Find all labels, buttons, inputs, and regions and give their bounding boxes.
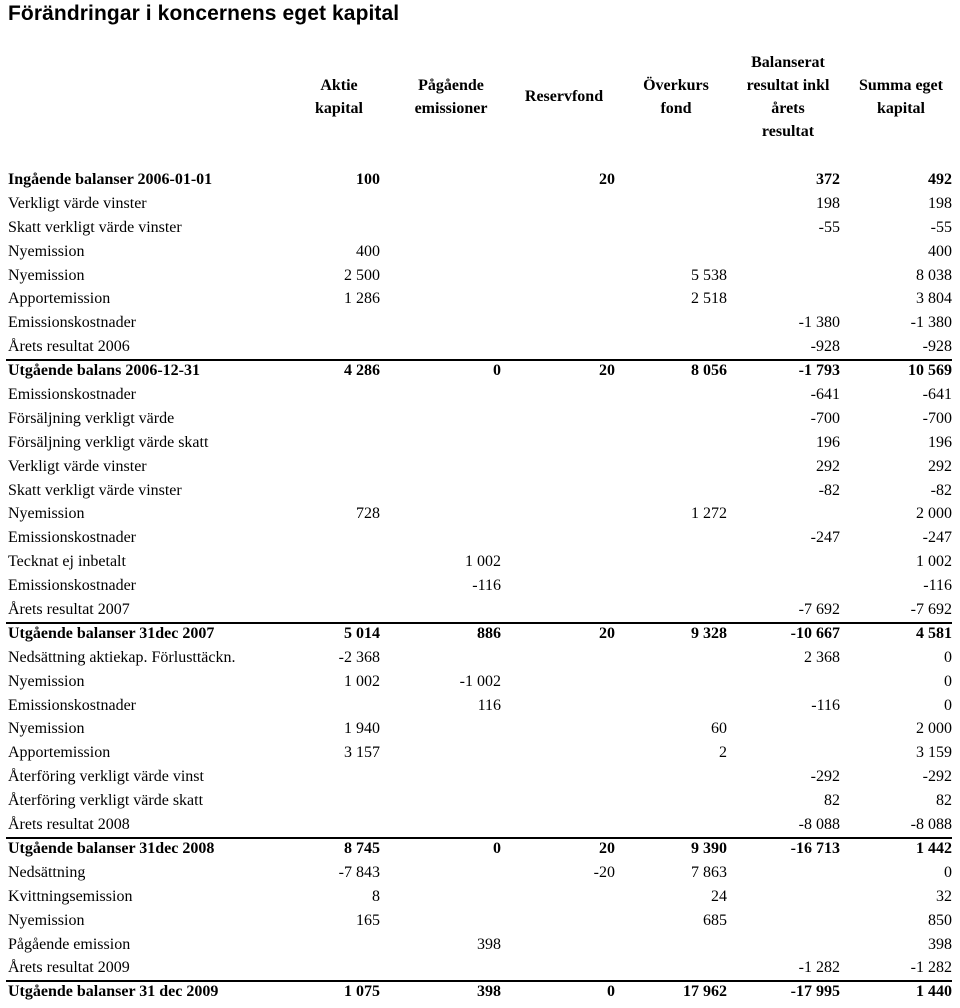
row-value: -247 — [922, 529, 952, 547]
row-value: 9 328 — [691, 624, 727, 642]
row-value: 0 — [944, 696, 952, 714]
row-value: -8 088 — [798, 816, 840, 834]
row-value: -55 — [930, 218, 952, 236]
row-value: -82 — [930, 481, 952, 499]
row-value: 0 — [944, 863, 952, 881]
table-row — [0, 526, 960, 550]
row-value: -7 692 — [798, 601, 840, 619]
row-value: 0 — [493, 362, 501, 380]
row-value: -7 843 — [338, 863, 380, 881]
row-label: Emissionskostnader — [8, 696, 136, 714]
table-row — [0, 287, 960, 311]
table-row — [0, 574, 960, 598]
row-value: -641 — [810, 386, 840, 404]
row-value: -55 — [818, 218, 840, 236]
row-value: 400 — [928, 242, 952, 260]
row-label: Kvittningsemission — [8, 887, 133, 905]
row-value: 1 286 — [344, 290, 380, 308]
row-label: Emissionskostnader — [8, 386, 136, 404]
row-value: 8 745 — [344, 839, 380, 857]
row-value: 82 — [936, 792, 952, 810]
table-row — [0, 789, 960, 813]
row-value: -10 667 — [790, 624, 840, 642]
table-row — [0, 479, 960, 503]
table-row — [0, 431, 960, 455]
row-value: 372 — [816, 171, 840, 188]
row-label: Tecknat ej inbetalt — [8, 553, 126, 571]
row-value: 100 — [356, 171, 380, 188]
row-value: 2 000 — [916, 720, 952, 738]
row-value: 196 — [816, 433, 840, 451]
row-value: -8 088 — [910, 816, 952, 834]
row-label: Nyemission — [8, 672, 85, 690]
row-value: 60 — [711, 720, 727, 738]
table-row — [0, 933, 960, 957]
row-value: 492 — [928, 171, 952, 188]
row-value: 400 — [356, 242, 380, 260]
row-value: 20 — [599, 624, 615, 642]
row-label: Emissionskostnader — [8, 577, 136, 595]
row-value: 7 863 — [691, 863, 727, 881]
row-label: Nyemission — [8, 242, 85, 260]
row-value: 0 — [944, 648, 952, 666]
row-value: -1 380 — [798, 314, 840, 332]
row-label: Nyemission — [8, 911, 85, 929]
row-value: 292 — [928, 457, 952, 475]
row-value: 2 368 — [804, 648, 840, 666]
row-label: Årets resultat 2009 — [8, 959, 130, 977]
row-label: Årets resultat 2007 — [8, 601, 130, 619]
row-value: 292 — [816, 457, 840, 475]
row-label: Återföring verkligt värde skatt — [8, 792, 204, 810]
table-row — [0, 550, 960, 574]
row-value: -700 — [922, 409, 952, 427]
table-row — [0, 502, 960, 526]
row-label: Verkligt värde vinster — [8, 457, 147, 475]
row-label: Skatt verkligt värde vinster — [8, 481, 182, 499]
row-value: 2 000 — [916, 505, 952, 523]
row-value: -16 713 — [790, 839, 840, 857]
row-value: 1 002 — [916, 553, 952, 571]
row-value: 198 — [816, 194, 840, 212]
table-row — [0, 216, 960, 240]
row-label: Pågående emission — [8, 935, 131, 953]
row-value: -1 380 — [910, 314, 952, 332]
table-row — [0, 694, 960, 718]
page-title: Förändringar i koncernens eget kapital — [8, 2, 400, 25]
row-label: Utgående balans 2006-12-31 — [8, 362, 201, 380]
row-value: -1 282 — [798, 959, 840, 977]
row-label: Utgående balanser 31dec 2008 — [8, 839, 215, 857]
row-label: Försäljning verkligt värde — [8, 409, 175, 427]
table-row — [0, 837, 960, 861]
row-value: 4 286 — [344, 362, 380, 380]
row-value: 2 518 — [691, 290, 727, 308]
row-value: -292 — [810, 768, 840, 786]
row-label: Nyemission — [8, 266, 85, 284]
row-value: 1 272 — [691, 505, 727, 523]
row-value: 165 — [356, 911, 380, 929]
row-value: -116 — [811, 696, 840, 714]
row-value: 1 442 — [916, 839, 952, 857]
table-row — [0, 335, 960, 359]
row-value: 398 — [928, 935, 952, 953]
table-row — [0, 407, 960, 431]
row-value: -1 793 — [798, 362, 840, 380]
row-value: 8 — [372, 887, 380, 905]
row-value: -292 — [922, 768, 952, 786]
row-value: -2 368 — [338, 648, 380, 666]
row-value: 20 — [599, 839, 615, 857]
row-label: Nedsättning aktiekap. Förlusttäckn. — [8, 648, 236, 666]
row-value: 886 — [477, 624, 501, 642]
row-value: 3 804 — [916, 290, 952, 308]
table-row — [0, 980, 960, 1004]
row-value: 3 157 — [344, 744, 380, 762]
row-value: 82 — [824, 792, 840, 810]
row-value: -928 — [922, 338, 952, 356]
table-row — [0, 885, 960, 909]
row-label: Årets resultat 2008 — [8, 816, 130, 834]
table-row — [0, 598, 960, 622]
row-value: 8 056 — [691, 362, 727, 380]
row-value: 5 538 — [691, 266, 727, 284]
table-row — [0, 717, 960, 741]
column-header-aktie-kapital: Aktie kapital — [314, 77, 363, 117]
row-value: -17 995 — [790, 983, 840, 1001]
row-label: Återföring verkligt värde vinst — [8, 768, 204, 786]
equity-changes-table — [0, 168, 960, 1004]
row-label: Nyemission — [8, 720, 85, 738]
column-header-reservfond: Reservfond — [524, 88, 604, 105]
table-row — [0, 359, 960, 383]
row-label: Apportemission — [8, 744, 111, 762]
row-value: 1 440 — [916, 983, 952, 1001]
row-value: -247 — [810, 529, 840, 547]
row-label: Nedsättning — [8, 863, 86, 881]
row-label: Apportemission — [8, 290, 111, 308]
row-value: -1 282 — [910, 959, 952, 977]
row-label: Utgående balanser 31dec 2007 — [8, 624, 215, 642]
row-value: -1 002 — [459, 672, 501, 690]
table-row — [0, 956, 960, 980]
row-value: 3 159 — [916, 744, 952, 762]
row-value: 20 — [599, 171, 615, 188]
row-value: 32 — [936, 887, 952, 905]
table-row — [0, 192, 960, 216]
table-row — [0, 311, 960, 335]
row-label: Emissionskostnader — [8, 314, 136, 332]
row-value: -116 — [472, 577, 501, 595]
table-row — [0, 765, 960, 789]
row-value: 2 500 — [344, 266, 380, 284]
row-label: Emissionskostnader — [8, 529, 136, 547]
row-value: -700 — [810, 409, 840, 427]
row-value: 9 390 — [691, 839, 727, 857]
row-value: 1 940 — [344, 720, 380, 738]
row-value: 1 002 — [344, 672, 380, 690]
row-value: 850 — [928, 911, 952, 929]
table-row — [0, 168, 960, 192]
row-value: 116 — [477, 696, 501, 714]
column-header-summa-eget-kapital: Summa eget kapital — [859, 77, 943, 117]
row-value: 5 014 — [344, 624, 380, 642]
table-row — [0, 264, 960, 288]
row-value: 198 — [928, 194, 952, 212]
row-value: 0 — [607, 983, 615, 1001]
table-row — [0, 240, 960, 264]
row-value: 398 — [477, 983, 501, 1001]
row-label: Årets resultat 2006 — [8, 338, 130, 356]
row-value: 1 075 — [344, 983, 380, 1001]
table-row — [0, 909, 960, 933]
table-row — [0, 741, 960, 765]
row-value: -641 — [922, 386, 952, 404]
row-value: 10 569 — [908, 362, 952, 380]
row-label: Försäljning verkligt värde skatt — [8, 433, 209, 451]
row-value: 0 — [944, 672, 952, 690]
row-value: 685 — [703, 911, 727, 929]
row-label: Verkligt värde vinster — [8, 194, 147, 212]
row-value: -928 — [810, 338, 840, 356]
row-value: 398 — [477, 935, 501, 953]
row-label: Utgående balanser 31 dec 2009 — [8, 983, 219, 1001]
row-label: Ingående balanser 2006-01-01 — [8, 171, 213, 188]
column-header-balanserat-resultat: Balanserat resultat inkl årets resultat — [746, 54, 830, 140]
row-value: -20 — [593, 863, 615, 881]
row-value: 4 581 — [916, 624, 952, 642]
row-label: Skatt verkligt värde vinster — [8, 218, 182, 236]
row-value: -7 692 — [910, 601, 952, 619]
table-row — [0, 861, 960, 885]
column-header-overkurs-fond: Överkurs fond — [643, 77, 709, 117]
row-value: 20 — [599, 362, 615, 380]
column-header-pagaende-emissioner: Pågående emissioner — [414, 77, 488, 117]
table-row — [0, 646, 960, 670]
table-row — [0, 670, 960, 694]
row-value: 8 038 — [916, 266, 952, 284]
row-value: -116 — [923, 577, 952, 595]
table-row — [0, 383, 960, 407]
row-value: 196 — [928, 433, 952, 451]
table-row — [0, 622, 960, 646]
row-value: 0 — [493, 839, 501, 857]
row-value: 17 962 — [683, 983, 727, 1001]
table-row — [0, 455, 960, 479]
row-value: 728 — [356, 505, 380, 523]
row-value: 24 — [711, 887, 727, 905]
table-row — [0, 813, 960, 837]
row-value: 1 002 — [465, 553, 501, 571]
row-label: Nyemission — [8, 505, 85, 523]
row-value: -82 — [818, 481, 840, 499]
row-value: 2 — [719, 744, 727, 762]
